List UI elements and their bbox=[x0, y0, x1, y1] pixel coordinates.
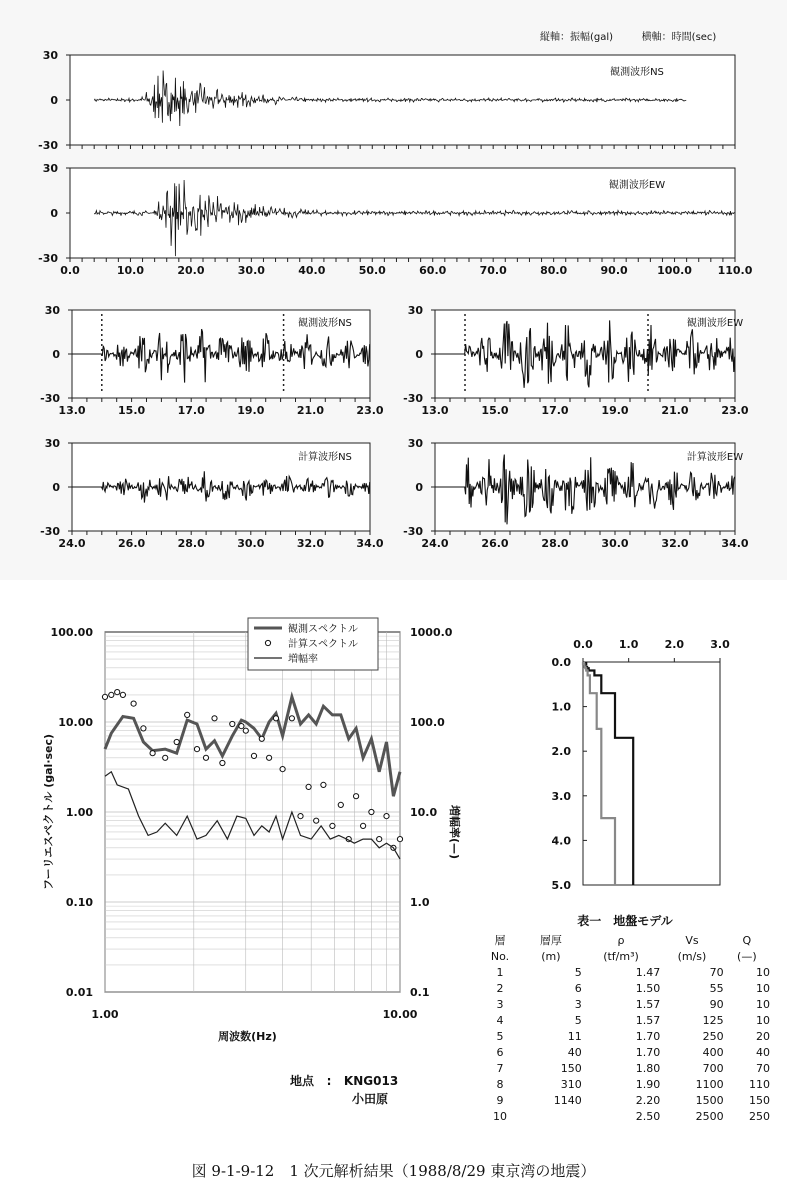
y-tick-label: 30 bbox=[44, 437, 60, 450]
table-cell: 125 bbox=[702, 1013, 724, 1027]
table-row bbox=[480, 1060, 770, 1076]
y-axis-label: フーリエスペクトル (gal·sec) bbox=[42, 733, 55, 891]
legend-label: 計算スペクトル bbox=[288, 639, 358, 650]
y-tick-label: 0 bbox=[415, 481, 423, 494]
table-cell: 1.50 bbox=[635, 981, 661, 995]
y-tick-label: -30 bbox=[403, 392, 423, 405]
table-cell: 1.47 bbox=[635, 965, 661, 979]
x-tick-label: 13.0 bbox=[58, 404, 86, 417]
calculated-spectrum-point bbox=[289, 716, 294, 721]
y-tick-label: -30 bbox=[40, 525, 60, 538]
x-tick-label: 2.0 bbox=[664, 638, 685, 651]
table-cell: 8 bbox=[496, 1077, 504, 1091]
ground-model-table bbox=[480, 932, 770, 1124]
calculated-spectrum-point bbox=[377, 837, 382, 842]
legend-swatch-calculated bbox=[265, 640, 270, 645]
calculated-spectrum-point bbox=[251, 753, 256, 758]
site-colon: : bbox=[326, 1074, 332, 1088]
unit-q: (—) bbox=[737, 949, 757, 963]
table-cell: 4 bbox=[496, 1013, 504, 1027]
x-tick-label: 15.0 bbox=[118, 404, 146, 417]
x-tick-label: 3.0 bbox=[710, 638, 730, 651]
table-cell: 10 bbox=[756, 981, 770, 995]
x-tick-label: 32.0 bbox=[661, 537, 689, 550]
x-tick-label: 0.0 bbox=[60, 264, 80, 277]
y-tick-label: 30 bbox=[42, 49, 58, 62]
site-info bbox=[290, 1072, 398, 1108]
x-tick-label: 50.0 bbox=[358, 264, 386, 277]
table-cell: 700 bbox=[702, 1061, 724, 1075]
y-tick-label: 3.0 bbox=[551, 789, 571, 803]
table-row bbox=[480, 1092, 770, 1108]
x-tick-label: 26.0 bbox=[118, 537, 146, 550]
x-tick-label: 23.0 bbox=[721, 404, 749, 417]
table-cell: 2.50 bbox=[635, 1109, 661, 1123]
col-header-density: ρ bbox=[617, 933, 625, 947]
table-cell: 20 bbox=[756, 1029, 770, 1043]
y-tick-label: 30 bbox=[44, 304, 60, 317]
calculated-spectrum-point bbox=[361, 823, 366, 828]
x-tick-label: 0.0 bbox=[573, 638, 593, 651]
y-tick-label: 30 bbox=[407, 304, 423, 317]
calculated-spectrum-point bbox=[306, 784, 311, 789]
table-cell: 6 bbox=[574, 981, 582, 995]
table-units-row bbox=[480, 948, 770, 964]
waveform-label: 観測波形NS bbox=[298, 318, 352, 329]
x-tick-label: 30.0 bbox=[237, 537, 265, 550]
x-tick-label: 28.0 bbox=[177, 537, 205, 550]
table-row bbox=[480, 1028, 770, 1044]
calculated-spectrum-point bbox=[174, 739, 179, 744]
x-tick-label: 19.0 bbox=[237, 404, 265, 417]
waveform-panel-calc-ew bbox=[403, 437, 749, 550]
waveform-panel-calc-ns bbox=[40, 437, 384, 550]
table-row bbox=[480, 1076, 770, 1092]
y-tick-label: 2.0 bbox=[551, 745, 571, 759]
table-cell: 10 bbox=[756, 1013, 770, 1027]
x-tick-label: 1.00 bbox=[91, 1008, 119, 1021]
x-tick-label: 90.0 bbox=[600, 264, 628, 277]
calculated-spectrum-point bbox=[212, 716, 217, 721]
table-cell: 70 bbox=[709, 965, 724, 979]
calculated-spectrum-point bbox=[314, 818, 319, 823]
y2-tick-label: 100.0 bbox=[410, 716, 445, 729]
y-tick-label: 0 bbox=[50, 207, 58, 220]
x-tick-label: 1.0 bbox=[618, 638, 639, 651]
unit-thickness: (m) bbox=[541, 949, 561, 963]
x-tick-label: 10.0 bbox=[116, 264, 145, 277]
table-cell: 1140 bbox=[553, 1093, 582, 1107]
table-row bbox=[480, 1108, 770, 1124]
legend bbox=[248, 618, 378, 670]
col-header-thickness: 層厚 bbox=[539, 934, 562, 947]
table-cell: 250 bbox=[702, 1029, 724, 1043]
col-header-layer: 層 bbox=[494, 934, 506, 947]
calculated-spectrum-point bbox=[185, 712, 190, 717]
table-cell: 10 bbox=[493, 1109, 507, 1123]
x-axis-label: 周波数(Hz) bbox=[218, 1030, 277, 1043]
table-cell: 1500 bbox=[695, 1093, 724, 1107]
table-cell: 400 bbox=[702, 1045, 724, 1059]
x-tick-label: 15.0 bbox=[481, 404, 509, 417]
spectrum-chart bbox=[42, 618, 462, 1043]
x-tick-label: 26.0 bbox=[481, 537, 509, 550]
legend-label: 増幅率 bbox=[288, 654, 318, 665]
calculated-spectrum-point bbox=[141, 726, 146, 731]
table-title: 表一 地盤モデル bbox=[577, 914, 673, 928]
calculated-spectrum-point bbox=[194, 747, 199, 752]
table-cell bbox=[520, 1108, 582, 1124]
y-tick-label: 4.0 bbox=[551, 834, 571, 848]
y-tick-label: 30 bbox=[42, 162, 58, 175]
x-tick-label: 21.0 bbox=[296, 404, 324, 417]
y-tick-label: 0 bbox=[50, 94, 58, 107]
y2-axis-label: 増幅率(—) bbox=[448, 804, 461, 860]
profile-chart bbox=[552, 638, 731, 892]
profile-frame bbox=[583, 662, 720, 885]
unit-density: (tf/m³) bbox=[603, 949, 639, 963]
waveform-panel-zoom-obs-ns bbox=[40, 304, 384, 417]
calculated-spectrum-point bbox=[131, 701, 136, 706]
calculated-spectrum-point bbox=[243, 728, 248, 733]
calculated-spectrum-point bbox=[384, 814, 389, 819]
table-cell: 7 bbox=[496, 1061, 504, 1075]
y-tick-label: 1.00 bbox=[65, 806, 93, 819]
table-cell: 40 bbox=[567, 1045, 582, 1059]
table-cell: 10 bbox=[756, 997, 770, 1011]
table-body bbox=[480, 964, 770, 1124]
table-cell: 110 bbox=[749, 1077, 770, 1091]
waveform-panel-zoom-obs-ew bbox=[403, 304, 749, 417]
table-cell: 40 bbox=[756, 1045, 770, 1059]
y-tick-label: -30 bbox=[403, 525, 423, 538]
x-tick-label: 40.0 bbox=[298, 264, 326, 277]
y2-tick-label: 0.1 bbox=[410, 986, 430, 999]
calculated-spectrum-point bbox=[330, 823, 335, 828]
table-cell: 55 bbox=[709, 981, 724, 995]
vertical-axis-note: 縦軸：振幅(gal) bbox=[540, 32, 614, 43]
waveform-figure bbox=[0, 0, 787, 580]
table-row bbox=[480, 996, 770, 1012]
calculated-spectrum-point bbox=[220, 760, 225, 765]
calculated-spectrum-point bbox=[267, 755, 272, 760]
table-cell: 2500 bbox=[695, 1109, 724, 1123]
x-tick-label: 70.0 bbox=[479, 264, 507, 277]
y-tick-label: -30 bbox=[38, 139, 58, 152]
waveform-label: 計算波形NS bbox=[298, 452, 352, 463]
calculated-spectrum-point bbox=[163, 755, 168, 760]
table-cell: 2.20 bbox=[635, 1093, 661, 1107]
x-tick-label: 20.0 bbox=[177, 264, 205, 277]
x-tick-label: 23.0 bbox=[356, 404, 384, 417]
table-cell: 11 bbox=[567, 1029, 582, 1043]
table-cell: 1.70 bbox=[635, 1045, 661, 1059]
table-cell: 1.57 bbox=[635, 1013, 661, 1027]
calculated-spectrum-point bbox=[230, 721, 235, 726]
site-code: KNG013 bbox=[343, 1074, 399, 1088]
waveform-panel-full-ns bbox=[38, 49, 735, 152]
table-cell: 5 bbox=[574, 1013, 582, 1027]
x-tick-label: 19.0 bbox=[601, 404, 629, 417]
calculated-spectrum-point bbox=[280, 767, 285, 772]
x-tick-label: 24.0 bbox=[421, 537, 449, 550]
table-cell: 5 bbox=[496, 1029, 504, 1043]
axis-note bbox=[540, 28, 716, 43]
calculated-spectrum-point bbox=[369, 809, 374, 814]
y-tick-label: 0 bbox=[52, 481, 60, 494]
table-cell: 150 bbox=[749, 1093, 770, 1107]
calculated-spectrum-point bbox=[120, 692, 125, 697]
site-label: 地点 bbox=[290, 1074, 315, 1088]
calculated-spectrum-point bbox=[321, 782, 326, 787]
table-row bbox=[480, 964, 770, 980]
table-cell: 150 bbox=[560, 1061, 582, 1075]
x-tick-label: 28.0 bbox=[541, 537, 569, 550]
x-tick-label: 60.0 bbox=[419, 264, 447, 277]
horizontal-axis-note: 横軸：時間(sec) bbox=[641, 32, 717, 43]
x-tick-label: 34.0 bbox=[721, 537, 749, 550]
x-tick-label: 80.0 bbox=[540, 264, 568, 277]
y2-tick-label: 1000.0 bbox=[410, 626, 453, 639]
calculated-spectrum-point bbox=[259, 736, 264, 741]
x-tick-label: 21.0 bbox=[661, 404, 689, 417]
table-cell: 90 bbox=[709, 997, 724, 1011]
calculated-spectrum-point bbox=[397, 837, 402, 842]
y2-tick-label: 10.0 bbox=[410, 806, 438, 819]
table-cell: 10 bbox=[756, 965, 770, 979]
waveform-panel-full-ew bbox=[38, 162, 753, 277]
x-tick-label: 32.0 bbox=[296, 537, 324, 550]
table-cell: 1.90 bbox=[635, 1077, 661, 1091]
x-tick-label: 24.0 bbox=[58, 537, 86, 550]
x-tick-label: 110.0 bbox=[717, 264, 753, 277]
table-row bbox=[480, 1012, 770, 1028]
y-tick-label: 1.0 bbox=[551, 700, 571, 714]
waveform-label: 計算波形EW bbox=[686, 452, 744, 463]
unit-layer: No. bbox=[490, 949, 510, 963]
table-cell: 1100 bbox=[695, 1077, 724, 1091]
site-name: 小田原 bbox=[352, 1092, 389, 1106]
col-header-q: Q bbox=[742, 933, 752, 947]
waveform-label: 観測波形NS bbox=[610, 67, 664, 78]
calculated-spectrum-point bbox=[203, 755, 208, 760]
col-header-vs: Vs bbox=[685, 933, 699, 947]
y-tick-label: 10.00 bbox=[58, 716, 93, 729]
table-row bbox=[480, 1044, 770, 1060]
table-cell: 310 bbox=[560, 1077, 582, 1091]
x-tick-label: 13.0 bbox=[421, 404, 449, 417]
y-tick-label: 0.01 bbox=[65, 986, 93, 999]
y-tick-label: -30 bbox=[38, 252, 58, 265]
calculated-spectrum-point bbox=[109, 692, 114, 697]
x-tick-label: 10.00 bbox=[382, 1008, 418, 1021]
calculated-spectrum-point bbox=[102, 694, 107, 699]
calculated-spectrum-point bbox=[338, 802, 343, 807]
waveform-svg bbox=[0, 0, 787, 580]
y-tick-label: 5.0 bbox=[551, 879, 571, 892]
table-header-row bbox=[480, 932, 770, 948]
table-cell: 1.57 bbox=[635, 997, 661, 1011]
calculated-spectrum-point bbox=[273, 716, 278, 721]
waveform-label: 観測波形EW bbox=[686, 318, 744, 329]
x-tick-label: 100.0 bbox=[657, 264, 692, 277]
table-cell: 70 bbox=[756, 1061, 770, 1075]
unit-vs: (m/s) bbox=[677, 949, 707, 963]
y-tick-label: 100.00 bbox=[50, 626, 93, 639]
y-tick-label: 0 bbox=[415, 348, 423, 361]
figure-caption: 図 9-1-9-12 1 次元解析結果（1988/8/29 東京湾の地震） bbox=[191, 1162, 596, 1180]
calculated-spectrum-point bbox=[115, 690, 120, 695]
table-cell: 1.70 bbox=[635, 1029, 661, 1043]
table-cell: 1 bbox=[496, 965, 504, 979]
x-tick-label: 34.0 bbox=[356, 537, 384, 550]
x-tick-label: 30.0 bbox=[601, 537, 629, 550]
y-tick-label: 30 bbox=[407, 437, 423, 450]
waveform-label: 観測波形EW bbox=[608, 180, 666, 191]
table-cell: 6 bbox=[496, 1045, 504, 1059]
x-tick-label: 17.0 bbox=[177, 404, 205, 417]
x-tick-label: 17.0 bbox=[541, 404, 569, 417]
y-tick-label: 0 bbox=[52, 348, 60, 361]
table-cell: 5 bbox=[574, 965, 582, 979]
calculated-spectrum-point bbox=[298, 814, 303, 819]
y2-tick-label: 1.0 bbox=[410, 896, 430, 909]
calculated-spectrum-point bbox=[150, 751, 155, 756]
table-cell: 3 bbox=[496, 997, 504, 1011]
legend-label: 観測スペクトル bbox=[288, 624, 358, 635]
table-cell: 2 bbox=[496, 981, 504, 995]
y-tick-label: -30 bbox=[40, 392, 60, 405]
y-tick-label: 0.0 bbox=[551, 656, 571, 669]
calculated-spectrum-point bbox=[239, 724, 244, 729]
table-cell: 9 bbox=[496, 1093, 504, 1107]
calculated-spectrum-point bbox=[354, 794, 359, 799]
x-tick-label: 30.0 bbox=[237, 264, 265, 277]
table-cell: 250 bbox=[749, 1109, 770, 1123]
table-cell: 1.80 bbox=[635, 1061, 661, 1075]
y-tick-label: 0.10 bbox=[65, 896, 93, 909]
table-row bbox=[480, 980, 770, 996]
table-cell: 3 bbox=[574, 997, 582, 1011]
